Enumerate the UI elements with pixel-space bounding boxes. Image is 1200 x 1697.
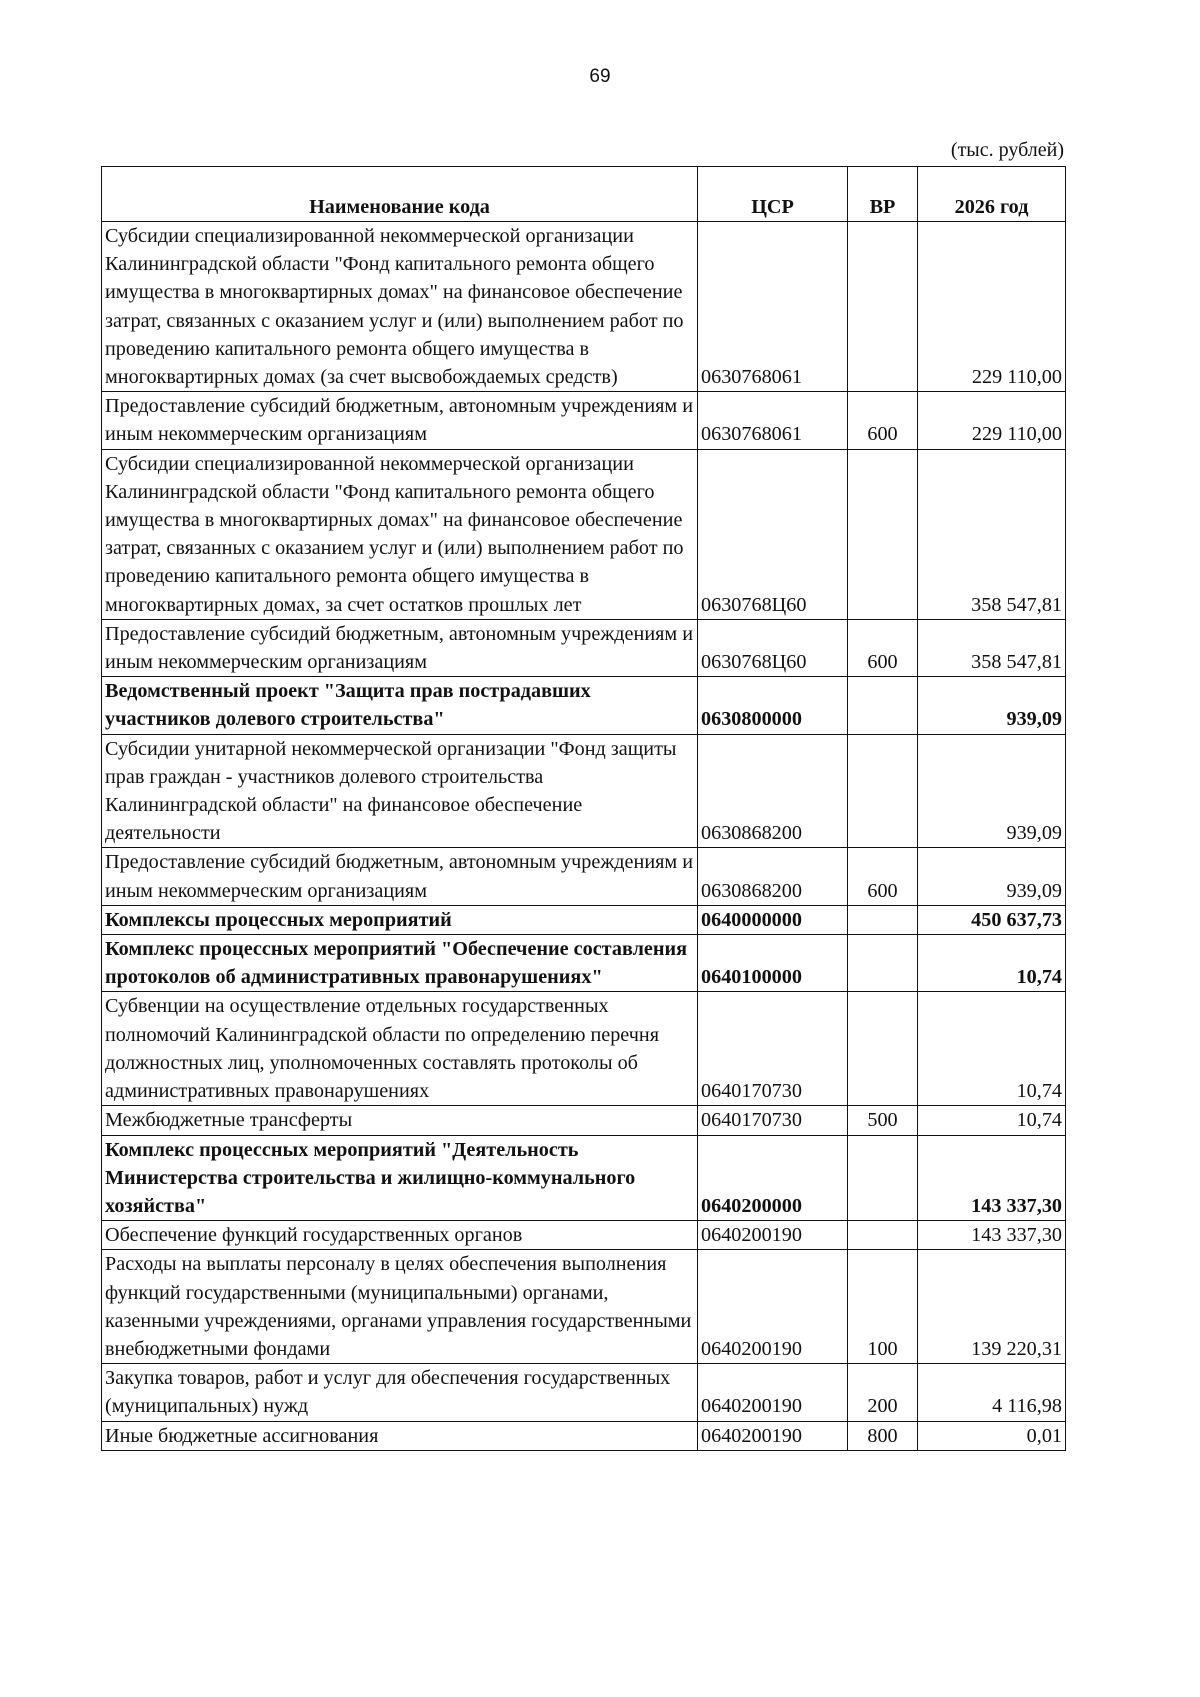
row-name-cell: Субсидии специализированной некоммерческой организации Калининградской области "Фонд капитального ремонта общего имущества в многоквартирных домах" на финансовое обеспечение затрат, связанных с оказанием услуг и (или) выполнением работ по проведению капитального ремонта общего имущества в многоквартирных домах, за счет остатков прошлых лет: [102, 449, 698, 619]
row-name-cell: Иные бюджетные ассигнования: [102, 1421, 698, 1450]
row-csr-cell: 0640200190: [698, 1221, 848, 1250]
table-row: [102, 848, 1066, 905]
table-row: [102, 1421, 1066, 1450]
unit-label: (тыс. рублей): [950, 139, 1064, 161]
row-sum-cell: 450 637,73: [918, 905, 1066, 934]
row-sum-cell: 143 337,30: [918, 1221, 1066, 1250]
row-sum-cell: 10,74: [918, 992, 1066, 1106]
row-sum-cell: 939,09: [918, 677, 1066, 734]
row-csr-cell: 0640170730: [698, 1106, 848, 1135]
row-vr-cell: 200: [848, 1364, 918, 1421]
row-csr-cell: 0630768061: [698, 222, 848, 392]
page-number: 69: [589, 66, 611, 87]
table-row: [102, 677, 1066, 734]
row-vr-cell: [848, 677, 918, 734]
row-csr-cell: 0640200000: [698, 1135, 848, 1221]
row-vr-cell: [848, 992, 918, 1106]
header-sum: 2026 год: [918, 167, 1066, 222]
header-csr: ЦСР: [698, 167, 848, 222]
table-row: [102, 392, 1066, 449]
row-sum-cell: 939,09: [918, 734, 1066, 848]
table-row: [102, 1135, 1066, 1221]
row-sum-cell: 10,74: [918, 935, 1066, 992]
row-csr-cell: 0630868200: [698, 734, 848, 848]
row-csr-cell: 0640170730: [698, 992, 848, 1106]
table-row: [102, 1250, 1066, 1364]
table-row: [102, 992, 1066, 1106]
table-row: [102, 905, 1066, 934]
row-sum-cell: 358 547,81: [918, 449, 1066, 619]
row-name-cell: Предоставление субсидий бюджетным, автономным учреждениям и иным некоммерческим организациям: [102, 619, 698, 676]
table-row: [102, 1364, 1066, 1421]
row-csr-cell: 0630800000: [698, 677, 848, 734]
table-row: [102, 222, 1066, 392]
table-row: [102, 619, 1066, 676]
table-header-row: [102, 167, 1066, 222]
row-sum-cell: 939,09: [918, 848, 1066, 905]
row-sum-cell: 143 337,30: [918, 1135, 1066, 1221]
row-csr-cell: 0640000000: [698, 905, 848, 934]
row-csr-cell: 0640200190: [698, 1250, 848, 1364]
row-vr-cell: 100: [848, 1250, 918, 1364]
table-row: [102, 935, 1066, 992]
row-csr-cell: 0630768061: [698, 392, 848, 449]
row-vr-cell: 600: [848, 619, 918, 676]
budget-table: [101, 166, 1066, 1451]
table-row: [102, 1106, 1066, 1135]
row-vr-cell: [848, 1221, 918, 1250]
row-sum-cell: 0,01: [918, 1421, 1066, 1450]
row-name-cell: Комплекс процессных мероприятий "Обеспечение составления протоколов об административных правонарушениях": [102, 935, 698, 992]
row-vr-cell: [848, 905, 918, 934]
row-vr-cell: [848, 1135, 918, 1221]
row-vr-cell: 600: [848, 848, 918, 905]
row-name-cell: Обеспечение функций государственных органов: [102, 1221, 698, 1250]
row-name-cell: Субсидии унитарной некоммерческой организации "Фонд защиты прав граждан - участников долевого строительства Калининградской области" на финансовое обеспечение деятельности: [102, 734, 698, 848]
row-csr-cell: 0630768Ц60: [698, 619, 848, 676]
row-vr-cell: [848, 222, 918, 392]
row-vr-cell: [848, 935, 918, 992]
row-csr-cell: 0630868200: [698, 848, 848, 905]
row-name-cell: Субсидии специализированной некоммерческой организации Калининградской области "Фонд капитального ремонта общего имущества в многоквартирных домах" на финансовое обеспечение затрат, связанных с оказанием услуг и (или) выполнением работ по проведению капитального ремонта общего имущества в многоквартирных домах (за счет высвобождаемых средств): [102, 222, 698, 392]
row-sum-cell: 10,74: [918, 1106, 1066, 1135]
row-sum-cell: 229 110,00: [918, 222, 1066, 392]
row-name-cell: Предоставление субсидий бюджетным, автономным учреждениям и иным некоммерческим организациям: [102, 392, 698, 449]
row-vr-cell: 600: [848, 392, 918, 449]
row-name-cell: Расходы на выплаты персоналу в целях обеспечения выполнения функций государственными (муниципальными) органами, казенными учреждениями, органами управления государственными внебюджетными фондами: [102, 1250, 698, 1364]
table-row: [102, 734, 1066, 848]
row-name-cell: Комплексы процессных мероприятий: [102, 905, 698, 934]
row-vr-cell: [848, 734, 918, 848]
row-sum-cell: 229 110,00: [918, 392, 1066, 449]
row-csr-cell: 0640200190: [698, 1364, 848, 1421]
row-name-cell: Субвенции на осуществление отдельных государственных полномочий Калининградской области по определению перечня должностных лиц, уполномоченных составлять протоколы об административных правонарушениях: [102, 992, 698, 1106]
row-sum-cell: 139 220,31: [918, 1250, 1066, 1364]
row-sum-cell: 358 547,81: [918, 619, 1066, 676]
row-vr-cell: 800: [848, 1421, 918, 1450]
table-row: [102, 1221, 1066, 1250]
table-row: [102, 449, 1066, 619]
header-vr: ВР: [848, 167, 918, 222]
row-name-cell: Ведомственный проект "Защита прав пострадавших участников долевого строительства": [102, 677, 698, 734]
row-sum-cell: 4 116,98: [918, 1364, 1066, 1421]
row-name-cell: Межбюджетные трансферты: [102, 1106, 698, 1135]
row-csr-cell: 0640200190: [698, 1421, 848, 1450]
row-name-cell: Предоставление субсидий бюджетным, автономным учреждениям и иным некоммерческим организациям: [102, 848, 698, 905]
row-name-cell: Закупка товаров, работ и услуг для обеспечения государственных (муниципальных) нужд: [102, 1364, 698, 1421]
row-csr-cell: 0630768Ц60: [698, 449, 848, 619]
row-vr-cell: [848, 449, 918, 619]
row-name-cell: Комплекс процессных мероприятий "Деятельность Министерства строительства и жилищно-коммунального хозяйства": [102, 1135, 698, 1221]
row-vr-cell: 500: [848, 1106, 918, 1135]
row-csr-cell: 0640100000: [698, 935, 848, 992]
header-name: Наименование кода: [102, 167, 698, 222]
